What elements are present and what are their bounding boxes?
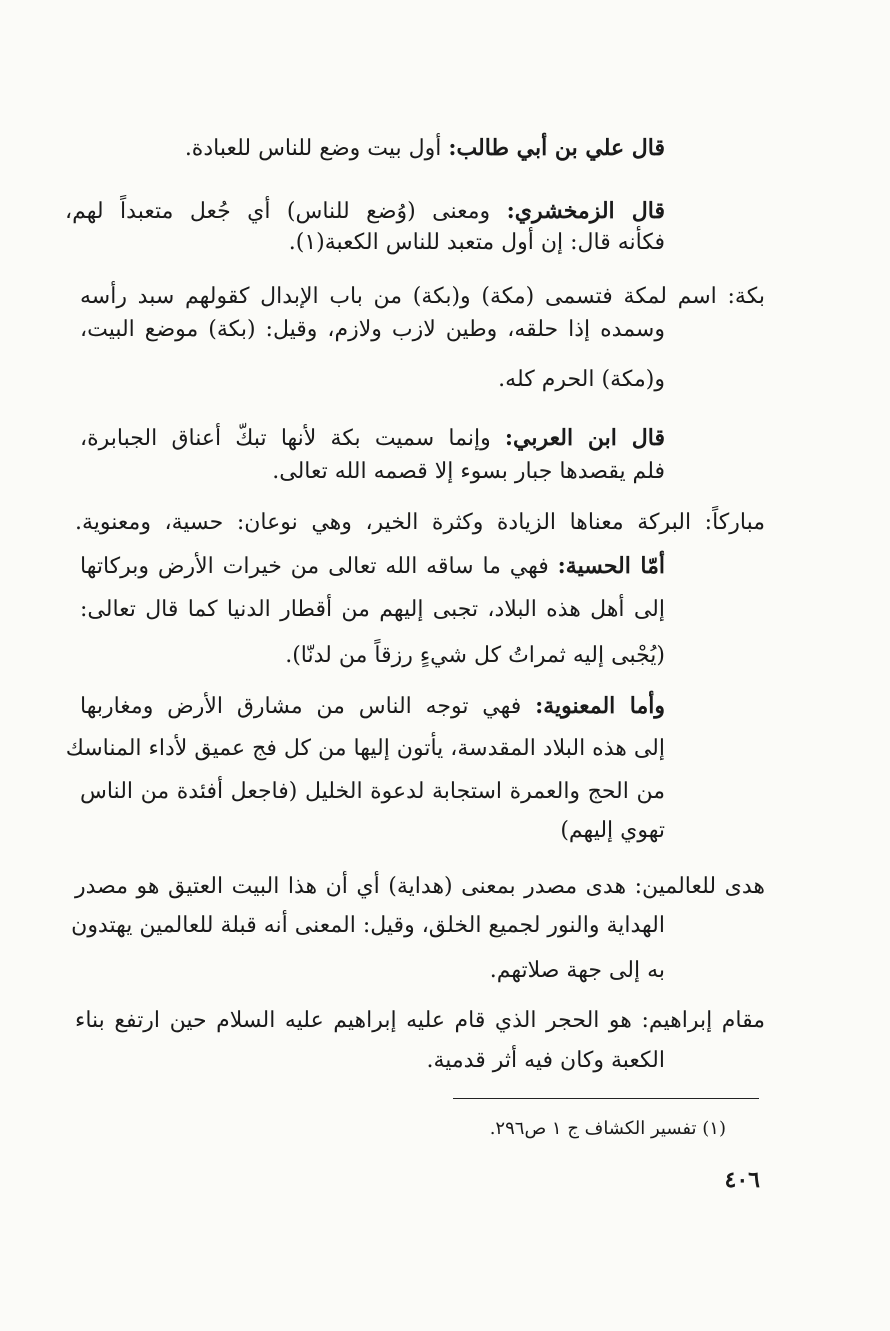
line-text: الكعبة وكان فيه أثر قدمية. (426, 1048, 665, 1073)
footnote: (١) تفسير الكشاف ج ١ ص٢٩٦. (489, 1118, 726, 1139)
line-text: فهي توجه الناس من مشارق الأرض ومغاربها (80, 694, 536, 719)
paragraph-line (490, 815, 665, 847)
line-text: وإنما سميت بكة لأنها تبكّ أعناق الجبابرة، (80, 426, 505, 451)
line-text: الهداية والنور لجميع الخلق، وقيل: المعنى أنه قبلة للعالمين يهتدون (71, 913, 665, 938)
entry-term: قال الزمخشري: (506, 198, 665, 224)
paragraph-line (350, 955, 665, 987)
line-text: أول بيت وضع للناس للعبادة. (184, 136, 449, 161)
entry-term: قال علي بن أبي طالب: (448, 135, 665, 161)
line-text: إلى هذه البلاد المقدسة، يأتون إليها من كل فج عميق لأداء المناسك (65, 736, 665, 761)
line-text: إلى أهل هذه البلاد، تجبى إليهم من أقطار الدنيا كما قال تعالى: (80, 597, 665, 622)
line-text: به إلى جهة صلاتهم. (489, 958, 665, 983)
line-text: بكة: اسم لمكة فتسمى (مكة) و(بكة) من باب الإبدال كقولهم سبد رأسه (80, 284, 765, 309)
line-text: وسمده إذا حلقه، وطين لازب ولازم، وقيل: (بكة) موضع البيت، (80, 317, 665, 342)
line-text: هدى للعالمين: هدى مصدر بمعنى (هداية) أي أن هذا البيت العتيق هو مصدر (75, 874, 765, 899)
paragraph-line (80, 776, 665, 808)
entry-term: وأما المعنوية: (535, 693, 665, 719)
line-text: تهوي إليهم) (560, 818, 665, 843)
paragraph-line (80, 594, 665, 626)
paragraph-line (75, 1005, 765, 1037)
paragraph-line (335, 1045, 665, 1077)
line-text: فكأنه قال: إن أول متعبد للناس الكعبة(١). (288, 230, 665, 255)
entry-term: قال ابن العربي: (504, 425, 665, 451)
page-number: ٤٠٦ (724, 1167, 760, 1193)
line-text: فلم يقصدها جبار بسوء إلا قصمه الله تعالى. (272, 459, 665, 484)
paragraph-line (71, 910, 665, 942)
entry-term: أمّا الحسية: (557, 553, 665, 579)
paragraph-line (80, 550, 665, 583)
paragraph-line (184, 132, 665, 165)
footnote-rule (453, 1098, 759, 1099)
line-text: و(مكة) الحرم كله. (498, 367, 665, 392)
paragraph-line (80, 281, 765, 313)
paragraph-line (75, 507, 765, 539)
line-text: مقام إبراهيم: هو الحجر الذي قام عليه إبراهيم عليه السلام حين ارتفع بناء (75, 1008, 765, 1033)
line-text: من الحج والعمرة استجابة لدعوة الخليل (فاجعل أفئدة من الناس (80, 779, 665, 804)
paragraph-line (385, 364, 665, 396)
line-text: (يُجْبى إليه ثمراتُ كل شيءٍ رزقاً من لدنّا). (285, 643, 665, 668)
paragraph-line (80, 690, 665, 723)
paragraph-line (80, 314, 665, 346)
paragraph-line (65, 733, 665, 765)
paragraph-line (65, 195, 665, 228)
paragraph-line (80, 422, 665, 455)
line-text: مباركاً: البركة معناها الزيادة وكثرة الخير، وهي نوعان: حسية، ومعنوية. (75, 510, 765, 535)
line-text: فهي ما ساقه الله تعالى من خيرات الأرض وبركاتها (80, 554, 558, 579)
paragraph-line (150, 640, 665, 672)
paragraph-line (75, 871, 765, 903)
line-text: ومعنى (وُضع للناس) أي جُعل متعبداً لهم، (65, 199, 507, 224)
paragraph-line (245, 227, 665, 259)
paragraph-line (235, 456, 665, 488)
